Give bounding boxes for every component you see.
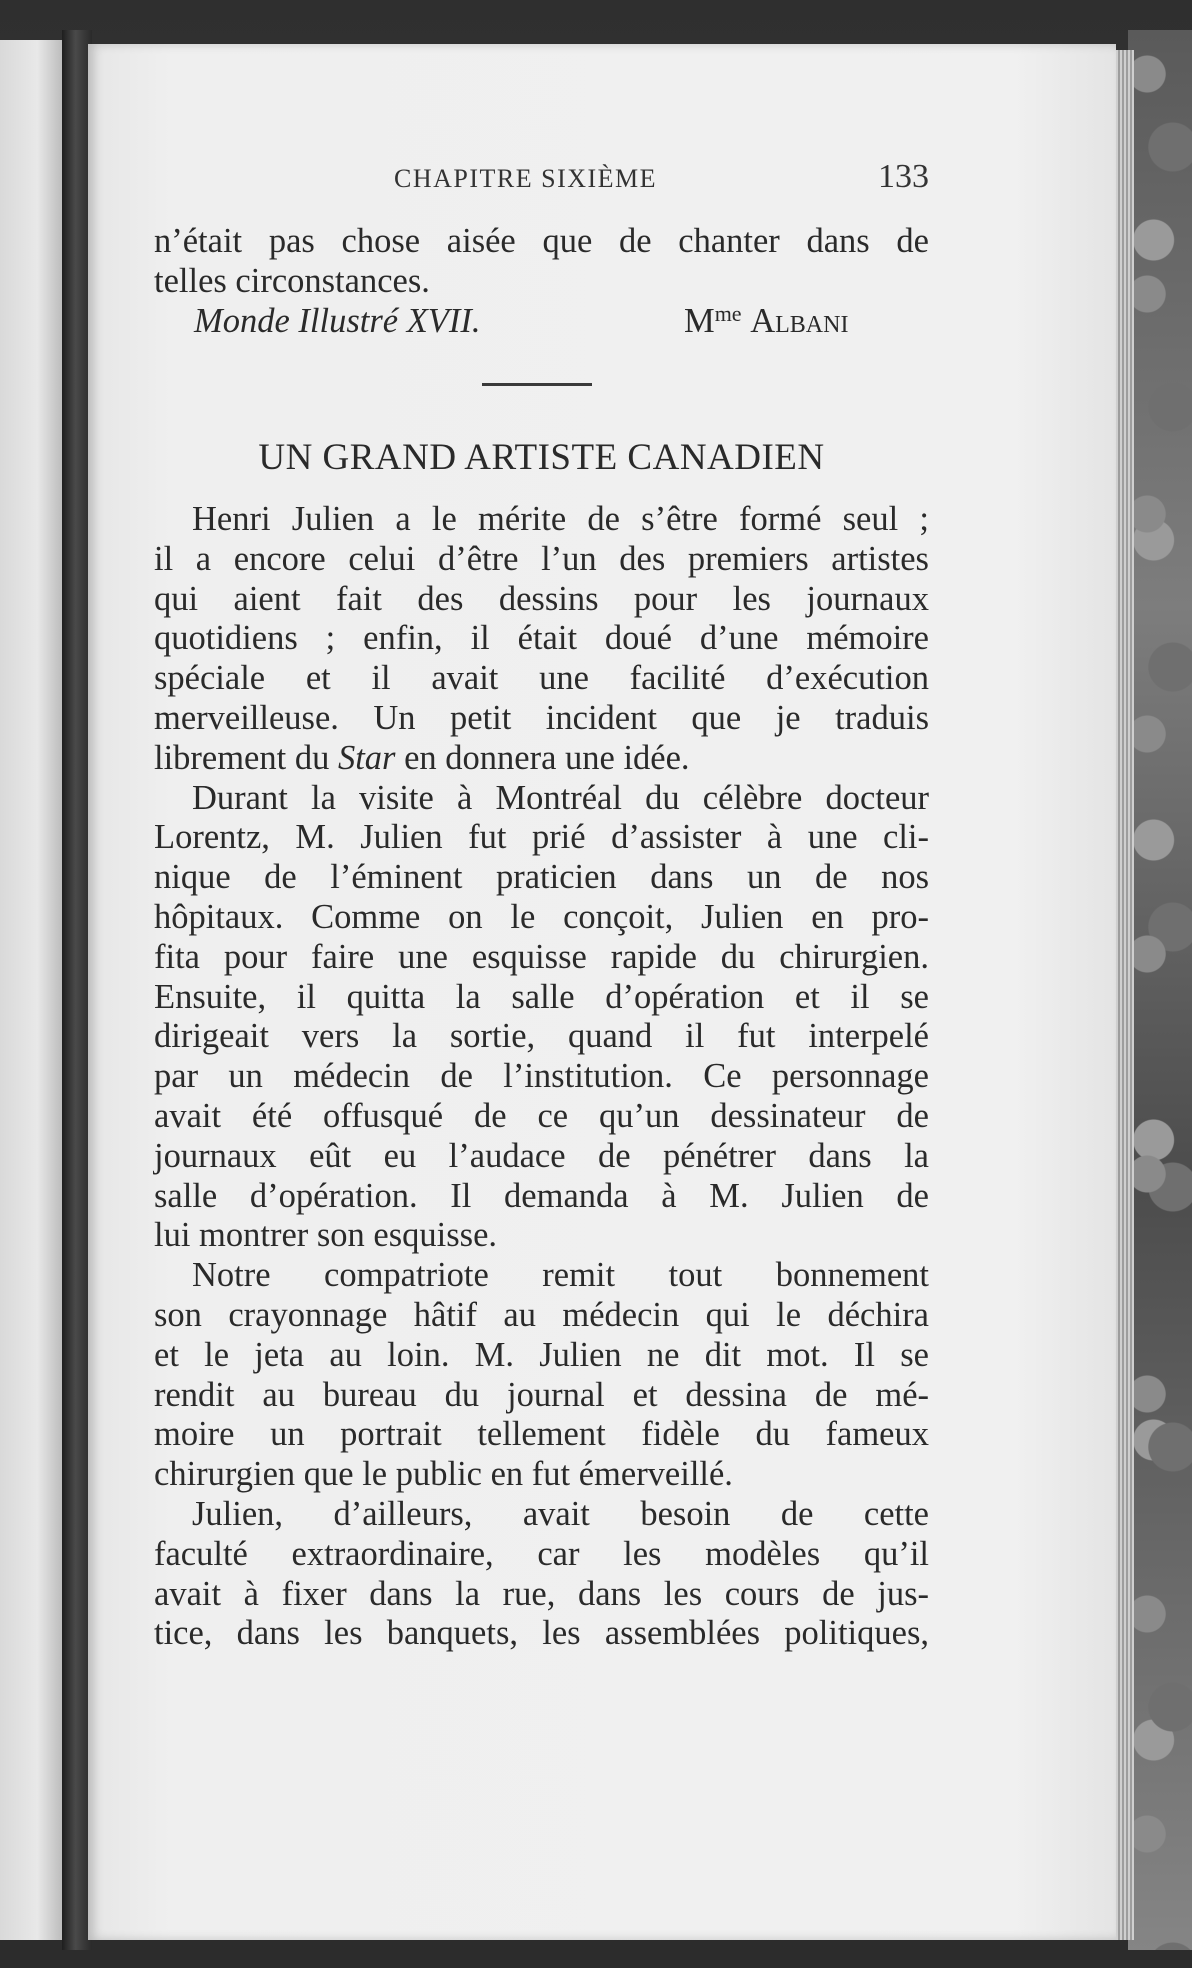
text-line — [154, 1097, 929, 1137]
paragraph-1 — [154, 500, 929, 779]
text-line — [154, 699, 929, 739]
line-text: Henri Julien a le mérite de s’être formé seul ; — [192, 500, 929, 538]
paragraph-4 — [154, 1495, 929, 1654]
citation-line — [154, 302, 929, 344]
article-body — [154, 500, 929, 1654]
running-header — [154, 158, 929, 202]
line-text: merveilleuse. Un petit incident que je traduis — [154, 698, 929, 737]
line-text: spéciale et il avait une facilité d’exécution — [154, 659, 929, 698]
line-text: Notre compatriote remit tout bonnement — [192, 1256, 929, 1295]
running-title: CHAPITRE SIXIÈME — [394, 164, 658, 193]
line-text: Julien, d’ailleurs, avait besoin de cette — [192, 1494, 929, 1533]
carryover-paragraph-end — [154, 262, 929, 302]
line-text: librement du — [154, 738, 338, 777]
line-text: Lorentz, M. Julien fut prié d’assister à une cli- — [154, 818, 929, 857]
text-line — [154, 619, 929, 659]
text-line: telles circonstances. — [154, 261, 430, 300]
line-text: avait été offusqué de ce qu’un dessinateur de — [154, 1096, 929, 1135]
text-line — [154, 779, 929, 819]
text-line — [154, 858, 929, 898]
text-line — [154, 1137, 929, 1177]
text-line — [154, 1296, 929, 1336]
line-text: il a encore celui d’être l’un des premiers artistes — [154, 539, 929, 578]
previous-page-edge — [0, 40, 62, 1940]
line-text: hôpitaux. Comme on le conçoit, Julien en pro- — [154, 897, 929, 936]
author-name: Albani — [750, 301, 849, 340]
text-line — [154, 659, 929, 699]
text-line — [154, 938, 929, 978]
text-line — [154, 1177, 929, 1217]
author-superscript: me — [714, 300, 742, 326]
text-line — [154, 1415, 929, 1455]
text-line — [154, 1535, 929, 1575]
text-line — [154, 1455, 929, 1495]
text-line — [154, 978, 929, 1018]
text-line — [154, 1575, 929, 1615]
citation-source: Monde Illustré XVII. — [194, 301, 481, 340]
line-text: avait à fixer dans la rue, dans les cours de jus- — [154, 1574, 929, 1613]
line-text: tice, dans les banquets, les assemblées politiques, — [154, 1614, 929, 1653]
line-text: nique de l’éminent praticien dans un de nos — [154, 858, 929, 897]
text-line — [154, 1336, 929, 1376]
line-text: rendit au bureau du journal et dessina de mé- — [154, 1375, 929, 1414]
text-line — [154, 1614, 929, 1654]
text-line — [154, 580, 929, 620]
line-text: par un médecin de l’institution. Ce personnage — [154, 1057, 929, 1096]
citation-author — [684, 302, 848, 342]
author-prefix: M — [684, 301, 715, 340]
carryover-text — [154, 222, 929, 344]
line-text: faculté extraordinaire, car les modèles qu’il — [154, 1534, 929, 1573]
text-line — [154, 1256, 929, 1296]
line-text: journaux eût eu l’audace de pénétrer dans la — [154, 1136, 929, 1175]
line-text: lui montrer son esquisse. — [154, 1216, 498, 1255]
text-line — [154, 1216, 929, 1256]
paragraph-2 — [154, 779, 929, 1257]
line-text: moire un portrait tellement fidèle du fameux — [154, 1415, 929, 1454]
italic-title: Star — [337, 738, 396, 777]
carryover-paragraph — [154, 222, 929, 262]
line-text: Durant la visite à Montréal du célèbre docteur — [192, 778, 929, 817]
line-text: en donnera une idée. — [395, 738, 690, 777]
text-line — [154, 1057, 929, 1097]
line-text: chirurgien que le public en fut émerveillé. — [154, 1455, 733, 1494]
paragraph-3 — [154, 1256, 929, 1495]
text-line — [154, 1017, 929, 1057]
line-text: dirigeait vers la sortie, quand il fut interpelé — [154, 1017, 929, 1056]
line-text: son crayonnage hâtif au médecin qui le déchira — [154, 1295, 929, 1334]
line-text: Ensuite, il quitta la salle d’opération et il se — [154, 977, 929, 1016]
text-line: n’était pas chose aisée que de chanter dans de — [154, 222, 929, 260]
section-title: UN GRAND ARTISTE CANADIEN — [258, 437, 825, 478]
text-line — [154, 540, 929, 580]
text-line — [154, 898, 929, 938]
line-text: et le jeta au loin. M. Julien ne dit mot. Il se — [154, 1335, 929, 1374]
text-line — [154, 1376, 929, 1416]
text-line — [154, 1495, 929, 1535]
line-text: salle d’opération. Il demanda à M. Julien de — [154, 1176, 929, 1215]
page-number: 133 — [878, 158, 929, 195]
section-divider-rule — [482, 383, 592, 386]
text-line — [154, 818, 929, 858]
line-text: fita pour faire une esquisse rapide du chirurgien. — [154, 937, 929, 976]
marbled-cover-edge — [1128, 30, 1192, 1950]
line-text: qui aient fait des dessins pour les journaux — [154, 579, 929, 618]
line-text: quotidiens ; enfin, il était doué d’une mémoire — [154, 619, 929, 658]
text-line — [154, 739, 929, 779]
text-line — [154, 500, 929, 540]
